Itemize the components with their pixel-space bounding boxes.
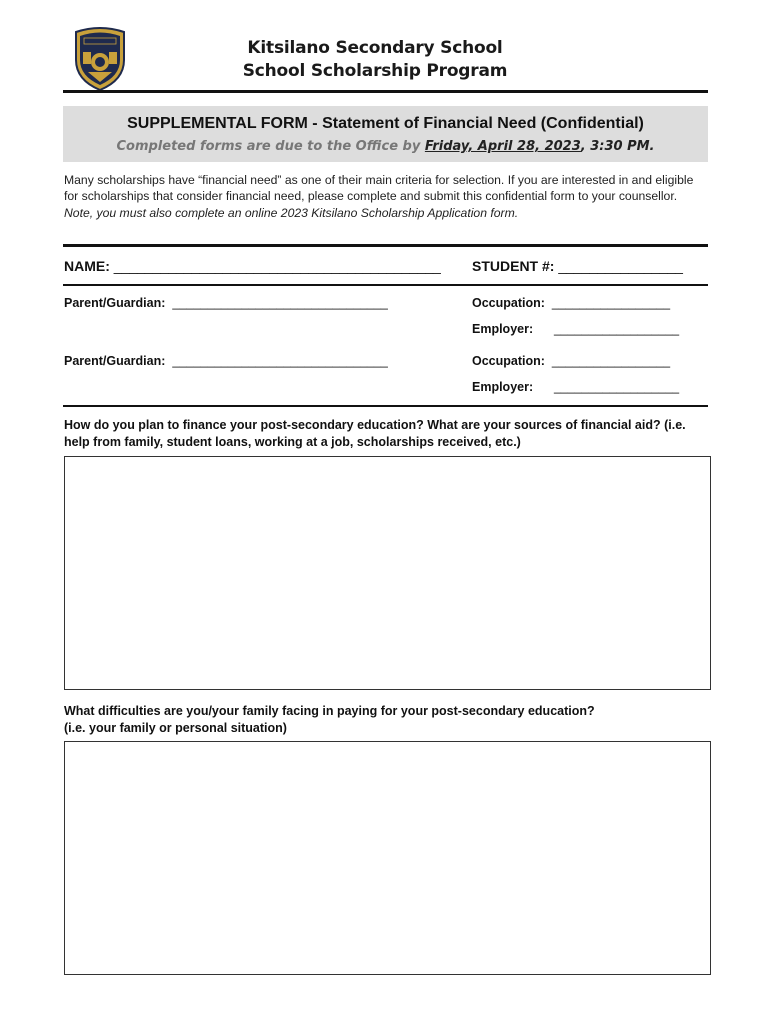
parent-guardian-2-label: Parent/Guardian:: [64, 354, 166, 368]
due-date: Friday, April 28, 2023: [424, 139, 581, 154]
due-time: , 3:30 PM.: [580, 139, 655, 154]
intro-paragraph: [64, 172, 709, 221]
answer-box-finance-plan[interactable]: [64, 456, 711, 690]
parent-guardian-1-field[interactable]: [64, 296, 388, 310]
occupation-2-label: Occupation:: [472, 354, 545, 368]
employer-1-blank[interactable]: __________________: [553, 322, 680, 336]
employer-1-label: Employer:: [472, 322, 534, 336]
school-crest-icon: [70, 26, 130, 92]
parent-guardian-1-blank[interactable]: _______________________________: [172, 296, 388, 310]
section-divider-top: [63, 244, 708, 247]
parent-guardian-2-field[interactable]: [64, 354, 388, 368]
question-finance-plan: How do you plan to finance your post-secondary education? What are your sources of financial aid? (i.e. help from family, student loans, working at a job, scholarships received, etc.): [64, 418, 686, 449]
question-difficulties: [64, 703, 709, 736]
due-date-notice: [63, 139, 708, 154]
name-divider: [63, 284, 708, 286]
employer-2-field[interactable]: [472, 380, 679, 394]
occupation-2-blank[interactable]: _________________: [551, 354, 671, 368]
intro-text: Many scholarships have “financial need” as one of their main criteria for selection. If you are interested in and eligible for scholarships that consider financial need, please complete and submit this confidential form to your counsellor.: [64, 173, 694, 204]
employer-2-label: Employer:: [472, 380, 534, 394]
answer-box-difficulties[interactable]: [64, 741, 711, 975]
student-number-blank[interactable]: ________________: [558, 258, 683, 274]
parent-guardian-1-label: Parent/Guardian:: [64, 296, 166, 310]
school-crest-logo: [70, 26, 130, 92]
question-difficulties-line2: (i.e. your family or personal situation): [64, 720, 287, 735]
occupation-1-blank[interactable]: _________________: [551, 296, 671, 310]
name-blank[interactable]: __________________________________________: [113, 258, 441, 274]
due-prefix: Completed forms are due to the Office by: [116, 139, 425, 154]
student-number-field[interactable]: [472, 258, 683, 274]
question-difficulties-line1: What difficulties are you/your family facing in paying for your post-secondary education?: [64, 704, 595, 718]
name-field[interactable]: [64, 258, 441, 274]
occupation-2-field[interactable]: [472, 354, 670, 368]
header-divider: [63, 90, 708, 93]
form-title: SUPPLEMENTAL FORM - Statement of Financial Need (Confidential): [127, 115, 644, 132]
parent-guardian-2-blank[interactable]: _______________________________: [172, 354, 388, 368]
occupation-1-field[interactable]: [472, 296, 670, 310]
form-banner: [63, 106, 708, 162]
occupation-1-label: Occupation:: [472, 296, 545, 310]
employer-1-field[interactable]: [472, 322, 679, 336]
name-label: NAME:: [64, 258, 110, 274]
intro-note: Note, you must also complete an online 2023 Kitsilano Scholarship Application form.: [64, 205, 519, 220]
student-number-label: STUDENT #:: [472, 258, 555, 274]
employer-2-blank[interactable]: __________________: [553, 380, 680, 394]
school-name: Kitsilano Secondary School: [247, 38, 503, 58]
parents-divider: [63, 405, 708, 407]
program-name: School Scholarship Program: [242, 61, 508, 81]
